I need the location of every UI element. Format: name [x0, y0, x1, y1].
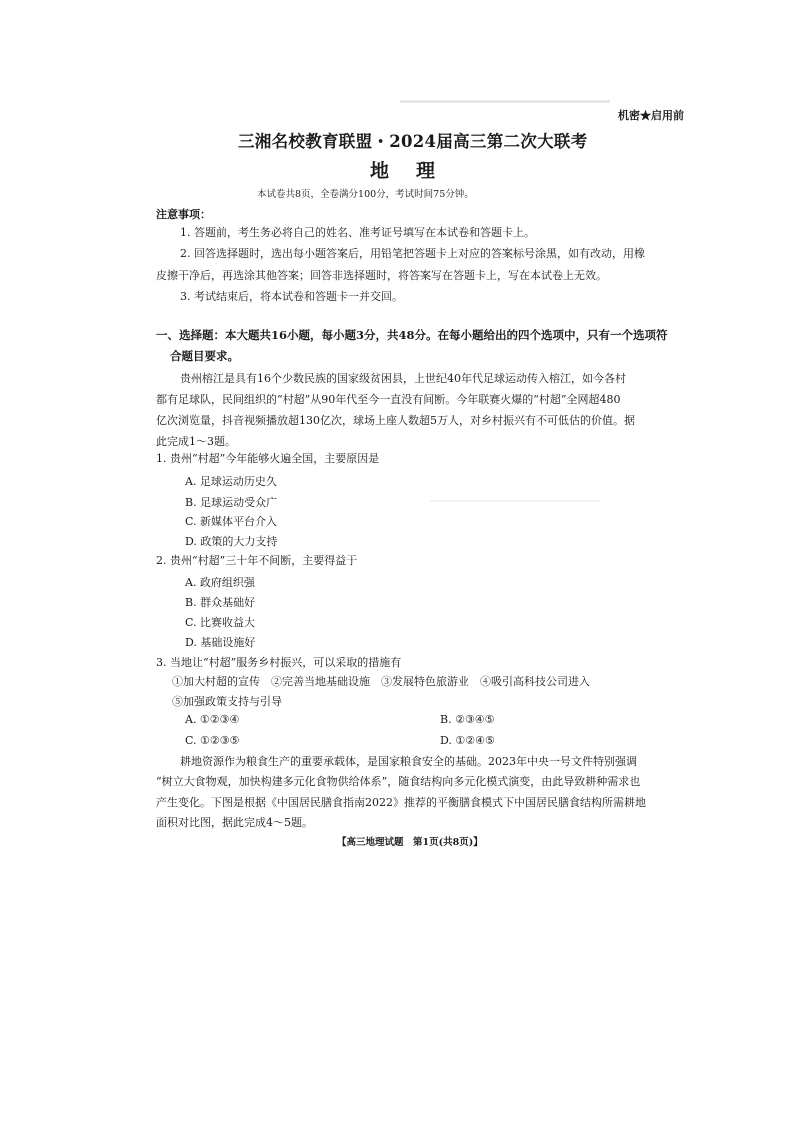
option-a: A. ①②③④: [185, 713, 240, 726]
subject-title: 地 理: [370, 160, 440, 182]
option-a: A. 足球运动历史久: [185, 475, 277, 488]
option-c: C. 比赛收益大: [185, 616, 256, 629]
section-instruction: 一、选择题：本大题共16小题，每小题3分，共48分。在每小题给出的四个选项中，只有一个选项符: [156, 328, 668, 342]
question-stem: 2. 贵州“村超”三十年不间断，主要得益于: [156, 554, 358, 567]
passage-line: “树立大食物观，加快构建多元化食物供给体系”，随食结构向多元化模式演变，由此导致耕种需求也: [156, 775, 641, 788]
note-item: 3. 考试结束后，将本试卷和答题卡一并交回。: [180, 290, 403, 303]
exam-title: 三湘名校教育联盟・2024届高三第二次大联考: [238, 132, 588, 151]
note-item: 2. 回答选择题时，选出每小题答案后，用铅笔把答题卡上对应的答案标号涂黑，如有改动，用橡: [180, 247, 645, 260]
scan-smudge: [400, 100, 610, 103]
measure-list: ⑤加强政策支持与引导: [172, 695, 282, 708]
passage-line: 亿次浏览量，抖音视频播放超130亿次，球场上座人数超5万人，对乡村振兴有不可低估的价值。据: [156, 414, 635, 427]
page-footer: 【高三地理试题 第1页(共8页)】: [337, 837, 483, 848]
option-a: A. 政府组织强: [185, 576, 255, 589]
option-d: D. 政策的大力支持: [185, 535, 278, 548]
option-c: C. ①②③⑤: [185, 734, 240, 747]
note-item: 1. 答题前，考生务必将自己的姓名、准考证号填写在本试卷和答题卡上。: [180, 226, 535, 239]
note-item: 皮擦干净后，再选涂其他答案；回答非选择题时，将答案写在答题卡上，写在本试卷上无效。: [156, 269, 607, 282]
passage-line: 产生变化。下图是根据《中国居民膳食指南2022》推荐的平衡膳食模式下中国居民膳食结构所需耕地: [156, 796, 646, 809]
option-b: B. ②③④⑤: [440, 713, 495, 726]
question-stem: 3. 当地让“村超”服务乡村振兴，可以采取的措施有: [156, 656, 402, 669]
notes-heading: 注意事项：: [156, 208, 211, 221]
confidential-label: 机密★启用前: [618, 109, 684, 122]
scan-smudge: [430, 500, 600, 502]
option-d: D. 基础设施好: [185, 636, 256, 649]
option-b: B. 群众基础好: [185, 596, 256, 609]
section-instruction: 合题目要求。: [170, 349, 239, 363]
option-b: B. 足球运动受众广: [185, 496, 278, 509]
passage-line: 面积对比图，据此完成4～5题。: [156, 816, 313, 829]
passage-line: 耕地资源作为粮食生产的重要承载体，是国家粮食安全的基础。2023年中央一号文件特别强调: [180, 755, 637, 768]
passage-line: 此完成1～3题。: [156, 435, 236, 448]
measure-list: ①加大村超的宣传 ②完善当地基础设施 ③发展特色旅游业 ④吸引高科技公司进入: [172, 675, 590, 688]
option-c: C. 新媒体平台介入: [185, 515, 278, 528]
passage-line: 都有足球队，民间组织的“村超”从90年代至今一直没有间断。今年联赛火爆的“村超”全网超480: [156, 393, 621, 406]
option-d: D. ①②④⑤: [440, 734, 495, 747]
exam-info: 本试卷共8页，全卷满分100分，考试时间75分钟。: [257, 189, 474, 200]
passage-line: 贵州榕江是具有16个少数民族的国家级贫困县，上世纪40年代足球运动传入榕江，如今各村: [180, 372, 626, 385]
question-stem: 1. 贵州“村超”今年能够火遍全国，主要原因是: [156, 452, 380, 465]
